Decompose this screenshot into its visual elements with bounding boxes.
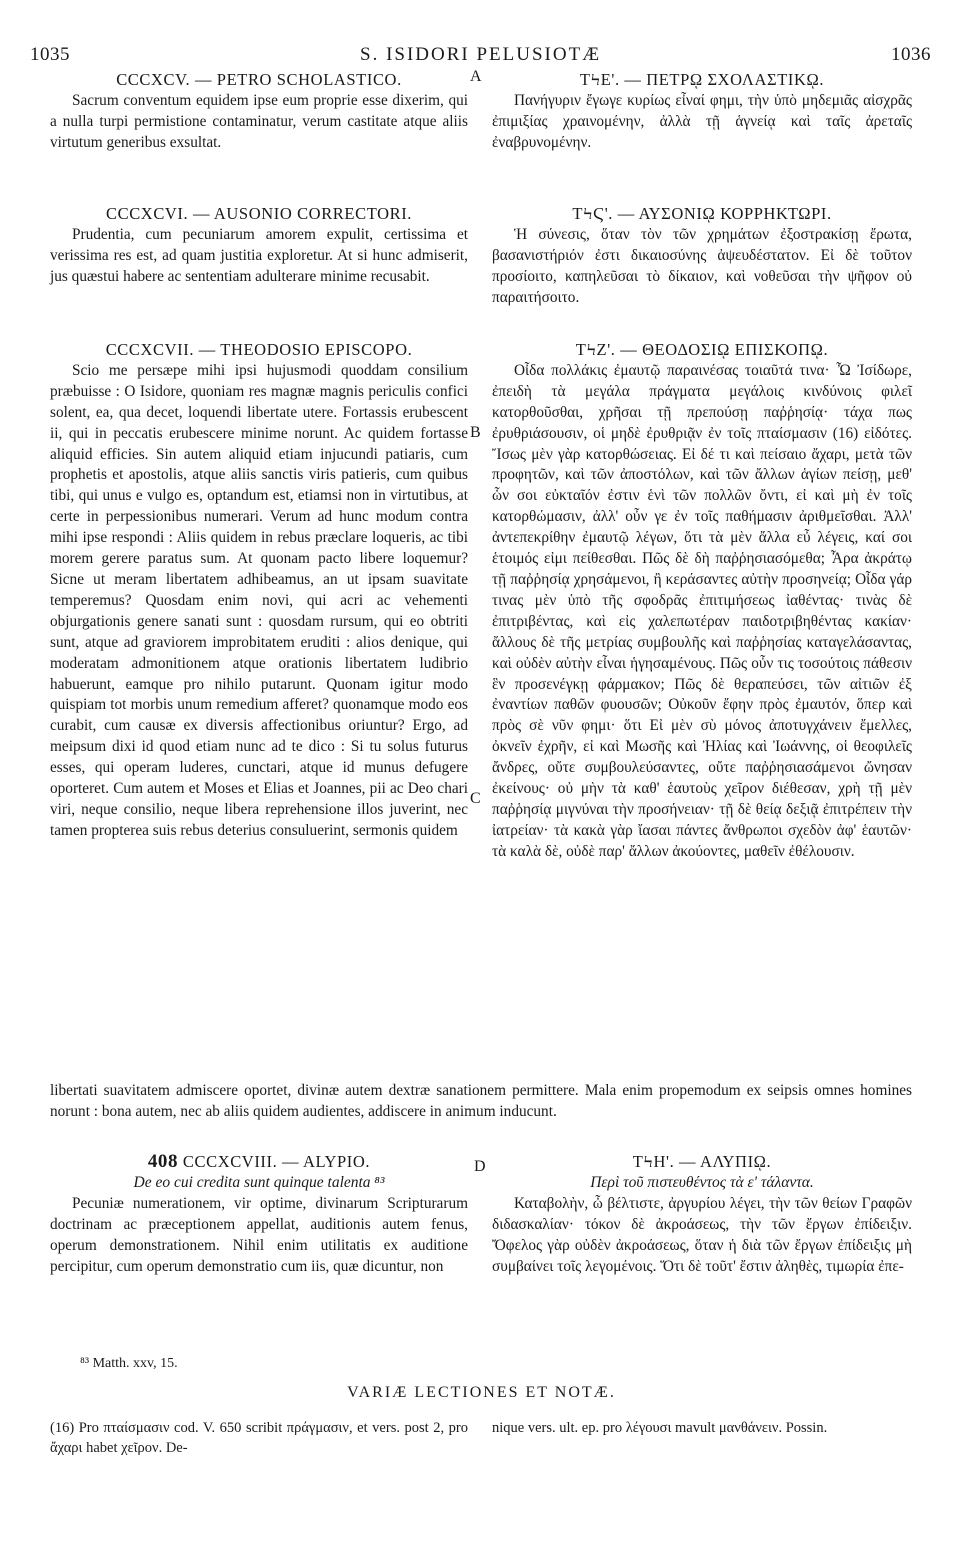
greek-column-398 xyxy=(492,1152,912,1277)
page-number-left: 1035 xyxy=(30,44,70,65)
letter-395-greek-title: ΤϞΕ'. — ΠΕΤΡῼ ΣΧΟΛΑΣΤΙΚῼ. xyxy=(579,70,825,89)
letter-395-latin-title: CCCXCV. — PETRO SCHOLASTICO. xyxy=(116,70,402,89)
footnote: ⁸³ Matth. xxv, 15. xyxy=(80,1356,178,1371)
column-number: 408 xyxy=(147,1151,179,1172)
greek-column-396 xyxy=(492,204,912,309)
fullwidth-continuation xyxy=(50,1080,912,1122)
letter-397-latin-title: CCCXCVII. — THEODOSIO EPISCOPO. xyxy=(105,340,413,359)
section-marker-c: C xyxy=(470,790,481,807)
latin-column xyxy=(50,70,468,154)
notes-title: VARIÆ LECTIONES ET NOTÆ. xyxy=(347,1384,616,1401)
letter-398-greek-subtitle: Περὶ τοῦ πιστευθέντος τὰ ε' τάλαντα. xyxy=(590,1173,814,1191)
section-marker-b: B xyxy=(470,424,481,441)
letter-395-greek-text: Πανήγυριν ἔγωγε κυρίως εἶναί φημι, τὴν ὑπὸ μηδεμιᾶς αἰσχρᾶς ἐπιμιξίας χραινομένην, ἀλλὰ τῇ ἁγνείᾳ καὶ ταῖς ἀρεταῖς ἐναβρυνομένην. xyxy=(492,91,912,151)
letter-398-latin-heading: CCCXCVIII. — ALYPIO. xyxy=(182,1152,371,1171)
letter-398-latin-text: Pecuniæ numerationem, vir optime, divinarum Scripturarum doctrinam ac præceptionem appellat, auditionis autem fenus, operum demonstrationem. Nihil enim utilitatis ex auditione percipitur, cum operum demonstratio cum iis, quæ dicuntur, non xyxy=(50,1194,468,1275)
letter-398-greek-title: ΤϞΗ'. — ΑΛΥΠΙῼ. xyxy=(632,1152,772,1171)
latin-column-396 xyxy=(50,204,468,288)
note-right xyxy=(492,1418,912,1438)
note-left-text: (16) Pro πταίσμασιν cod. V. 650 scribit πράγμασιν, et vers. post 2, pro ἄχαρι habet χεῖρον. De- xyxy=(50,1420,468,1456)
letter-396-latin-title: CCCXCVI. — AUSONIO CORRECTORI. xyxy=(105,204,413,223)
note-right-text: nique vers. ult. ep. pro λέγουσι mavult μανθάνειν. Possin. xyxy=(492,1420,828,1436)
letter-396-greek-text: Ἡ σύνεσις, ὅταν τὸν τῶν χρημάτων ἐξοστρακίσῃ ἔρωτα, βασανιστήριόν ἐστι δικαιοσύνης ἀψευδέστατον. Εἰ δὲ τοῦτον προσίοιτο, καπηλεῦσαι τὸ δίκαιον, καὶ νοθεῦσαι τὴν ψῆφον οὐ παραιτήσοιτο. xyxy=(492,225,912,306)
letter-395-latin-text: Sacrum conventum equidem ipse eum proprie esse dixerim, qui a nulla turpi permistione contaminatur, verum castitate atque aliis virtutum generibus exsultat. xyxy=(50,91,468,151)
page-number-right: 1036 xyxy=(891,44,931,65)
letter-397-greek-title: ΤϞΖ'. — ΘΕΟΔΟΣΙῼ ΕΠΙΣΚΟΠῼ. xyxy=(575,340,829,359)
letter-396-greek-title: ΤϞϚ'. — ΑΥΣΟΝΙῼ ΚΟΡΡΗΚΤΩΡΙ. xyxy=(572,204,832,223)
letter-396-latin-text: Prudentia, cum pecuniarum amorem expulit, certissima et verissima res est, ad quam justitia exploretur. At si hunc admiserit, jus quæstui habere ac sententiam adulterare minime recusabit. xyxy=(50,225,468,285)
latin-column-397 xyxy=(50,340,468,842)
letter-398-latin-title xyxy=(50,1152,468,1173)
section-marker-d: D xyxy=(474,1158,486,1175)
letter-398-greek-text: Καταβολὴν, ὦ βέλτιστε, ἀργυρίου λέγει, τὴν τῶν θείων Γραφῶν διδασκαλίαν· τόκον δὲ ἀκροάσεως, τὴν τῶν ἔργων ἐπίδειξιν. Ὄφελος γὰρ οὐδὲν ἀκροάσεως, ὅταν ἡ διὰ τῶν ἔργων ἐπίδειξις μὴ συμβαίνει τοῖς λεγομένοις. Ὅτι δὲ τοῦτ' ἔστιν ἀληθὲς, τιμωρία ἐπε- xyxy=(492,1194,912,1275)
greek-column xyxy=(492,70,912,154)
greek-column-397 xyxy=(492,340,912,863)
section-marker-a: A xyxy=(470,68,482,85)
letter-397-latin-text: Scio me persæpe mihi ipsi hujusmodi quoddam consilium præbuisse : O Isidore, quoniam res magnæ magnis periculis confici solent, ea, qua decet, loquendi libertate utere. Fortassis erubescent ii, qui in peccatis erubescere minime norunt. Ac quidem fortasse aliquid efficies. Sin autem aliquid etiam injucundi patiaris, cum prophetis et apostolis, atque aliis sanctis viris patieris, cum quibus tibi, qui unus e vulgo es, optandum est, etiamsi non in virtutibus, at certe in perpessionibus numerari. Verum ad hunc modum contra mihi ipse respondi : Aliis quidem in rebus præclare loqueris, ac tibi morem gerere paratus sum. At quonam pacto libere loquemur? Sicne ut meram libertatem adhibeamus, an ut ipsam suavitate temperemus? Quosdam enim novi, qui acri ac vehementi objurgationis genere sanati sunt : quosdam rursum, qui eo obtriti sunt, atque ad graviorem improbitatem eruditi : alios denique, qui moderatam admonitionem atque orationis libertatem ludibrio habuerunt, eamque pro nihilo putarunt. Quonam igitur modo quispiam tot morbis unum remedium afferet? quonamque modo eos curabit, cum causæ ex diversis affectionibus oriuntur? Ergo, ad meipsum dixi id quod etiam nunc ad te dico : Si tu solus futurus esses, qui operam luderes, cunctari, atque id munus defugere oporteret. Cum autem et Moses et Elias et Joannes, pii ac Deo chari viri, neque consilio, neque libera reprehensione illos juverint, nec tamen propterea suis rebus deterius consuluerint, sermonis quidem xyxy=(50,361,468,839)
running-header xyxy=(30,44,931,70)
continuation-text: libertati suavitatem admiscere oportet, divinæ autem dextræ sanationem permittere. Mala enim propemodum ex seipsis omnes homines norunt : bona autem, nec ab aliis quidem audientes, addiscere in animum inducunt. xyxy=(50,1082,912,1120)
letter-398-latin-subtitle: De eo cui credita sunt quinque talenta ⁸³ xyxy=(133,1173,385,1191)
letter-397-greek-text: Οἶδα πολλάκις ἐμαυτῷ παραινέσας τοιαῦτά τινα· Ὦ Ἰσίδωρε, ἐπειδὴ τὰ μεγάλα πράγματα μεγάλοις κινδύνοις φιλεῖ κατορθοῦσθαι, χρῆσαι τῇ πρεπούσῃ παῤῥησίᾳ· τάχα πως ἐρυθριάσουσιν, οἱ μηδὲ ἐρυθριᾷν ἐν τοῖς πταίσμασιν (16) εἰδότες. Ἴσως μὲν γὰρ κατορθώσειας. Εἰ δέ τι καὶ πείσαιο ἄχαρι, μετὰ τῶν προφητῶν, καὶ τῶν ἀποστόλων, καὶ τῶν ἄλλων ἁγίων πείσῃ, μεθ' ὧν σοι εὐκταῖόν ἐστιν ἑνὶ τῶν πολλῶν ὄντι, εἰ καὶ μὴ ἐν τοῖς κατορθώμασιν, ἀλλ' οὖν γε ἐν τοῖς παθήμασιν ἀριθμεῖσθαι. Ἀλλ' ἀντεπεκρίθην ἐμαυτῷ λέγων, ὅτι τὰ μὲν ἄλλα εὖ λέγεις, καί σοι ἑτοιμός εἰμι πείθεσθαι. Πῶς δὲ δὴ παῤῥησιασόμεθα; Ἆρα ἀκράτῳ τῇ παῤῥησίᾳ χρησάμενοι, ἢ κεράσαντες αὐτὴν προσηνείᾳ; Οἶδα γάρ τινας μὲν ὑπὸ τῆς σφοδρᾶς ἐπιτιμήσεως ἰαθέντας· τινὰς δὲ ἐπιτριβέντας, καὶ εἰς χαλεπωτέραν παιδοτριβηθέντας κακίαν· ἄλλους δὲ τῆς μετρίας συμβουλῆς καὶ παῤῥησίας καταγελάσαντας, καὶ οὐδὲν αὐτὴν εἶναι ἡγησαμένους. Πῶς οὖν τις τοσούτοις πάθεσιν ἓν προσενέγκῃ φάρμακον; Πῶς δὲ θεραπεύσει, τῶν αἰτιῶν ἐξ ἐναντίων παθῶν φυουσῶν; Οὐκοῦν ἔφην πρὸς ἐμαυτόν, ὅπερ καὶ πρὸς σὲ νῦν φημι· ὅτι Εἰ μὲν σὺ μόνος ἀποτυγχάνειν ἔμελλες, ὀκνεῖν ἐχρῆν, εἰ καὶ Μωσῆς καὶ Ἠλίας καὶ Ἰωάννης, οἱ θεοφιλεῖς ἄνδρες, οὔτε συμβουλεύσαντες, οὔτε παῤῥησιασάμενοι ὤνησαν ἐκείνους· οὐ μὴν τὰ καθ' ἑαυτοὺς χεῖρον διέθεσαν, χρὴ τῇ μὲν παῤῥησίᾳ μιγνύναι τὴν προσήνειαν· τῇ δὲ θείᾳ δεξιᾷ ἐπιτρέπειν τὴν ἰατρείαν· τὰ κακὰ γὰρ ἴασαι πάντες ἄνθρωποι σχεδὸν ἀφ' ἑαυτῶν· τὰ καλὰ δὲ, οὐδὲ παρ' ἄλλων ἀκούοντες, μαθεῖν ἐθέλουσιν. xyxy=(492,361,912,860)
note-left xyxy=(50,1418,468,1458)
latin-column-398 xyxy=(50,1152,468,1277)
running-title: S. ISIDORI PELUSIOTÆ xyxy=(360,44,602,65)
